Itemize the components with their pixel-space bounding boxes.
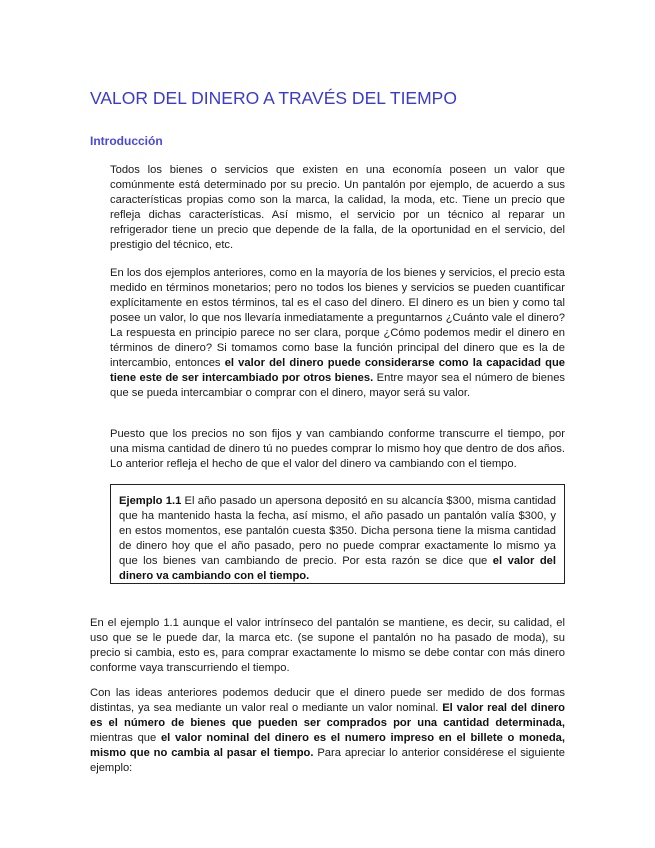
paragraph-intro: Todos los bienes o servicios que existen en una economía poseen un valor que comúnmente está determinado por su precio. Un pantalón por ejemplo, de acuerdo a sus características propias como son la marca, la calidad, la moda, etc. Tiene un precio que refleja dichas características. Así mismo, el servicio por un técnico al reparar un refrigerador tiene un precio que depende de la falla, de la oportunidad en el servicio, del prestigio del técnico, etc. <box>110 164 565 251</box>
paragraph-prices: Puesto que los precios no son fijos y van cambiando conforme transcurre el tiempo, por una misma cantidad de dinero tú no puedes comprar lo mismo hoy que dentro de dos años. Lo anterior refleja el hecho de que el valor del dinero va cambiando con el tiempo. <box>110 428 565 470</box>
paragraph-example-explanation: En el ejemplo 1.1 aunque el valor intrínseco del pantalón se mantiene, es decir, su calidad, el uso que se le puede dar, la marca etc. (se supone el pantalón no ha pasado de moda), su precio si cambia, esto es, para comprar exactamente lo mismo se debe contar con más dinero conforme vaya transcurriendo el tiempo. <box>90 617 565 674</box>
bold-real-value: El valor real del dinero es el número de bienes que pueden ser comprados por una cantidad determinada, <box>90 702 565 729</box>
example-text <box>119 494 556 584</box>
example-label: Ejemplo 1.1 <box>119 495 182 507</box>
paragraph-real-nominal <box>90 686 565 776</box>
paragraph-money-value <box>110 266 565 401</box>
example-body: El año pasado un apersona depositó en su alcancía $300, misma cantidad que ha mantenido hasta la fecha, así mismo, el año pasado un pantalón valía $300, y en estos momentos, ese pantalón cuesta $350. Dicha persona tiene la misma cantidad de dinero hoy que el año pasado, pero no puede comprar exactamente lo mismo ya que los bienes van cambiando de precio. Por esta razón se dice que <box>119 495 556 567</box>
paragraph-text: Con las ideas anteriores podemos deducir que el dinero puede ser medido de dos formas distintas, ya sea mediante un valor real o mediante un valor nominal. <box>90 687 565 714</box>
bold-statement: el valor del dinero puede considerarse como la capacidad que tiene este de ser intercambiado por otros bienes. <box>110 357 566 384</box>
paragraph-text: Entre mayor sea el número de bienes que se pueda intercambiar o comprar con el dinero, mayor será su valor. <box>110 372 566 399</box>
section-heading: Introducción <box>90 134 163 148</box>
paragraph-text: En los dos ejemplos anteriores, como en la mayoría de los bienes y servicios, el precio esta medido en términos monetarios; pero no todos los bienes y servicios se pueden cuantificar explícitamente en estos términos, tal es el caso del dinero. El dinero es un bien y como tal posee un valor, lo que nos llevaría inmediatamente a preguntarnos ¿Cuánto vale el dinero? La respuesta en principio parece no ser clara, porque ¿Cómo podemos medir el dinero en términos de dinero? Si tomamos como base la función principal del dinero que es la de intercambio, entonces <box>110 267 565 369</box>
page-title: VALOR DEL DINERO A TRAVÉS DEL TIEMPO <box>90 88 457 108</box>
bold-nominal-value: el valor nominal del dinero es el numero impreso en el billete o moneda, mismo que no cambia al pasar el tiempo. <box>90 732 565 759</box>
example-box <box>110 484 565 584</box>
example-conclusion: el valor del dinero va cambiando con el tiempo. <box>119 555 556 582</box>
paragraph-text: mientras que <box>90 732 161 744</box>
paragraph-text: Para apreciar lo anterior considérese el siguiente ejemplo: <box>90 747 565 774</box>
